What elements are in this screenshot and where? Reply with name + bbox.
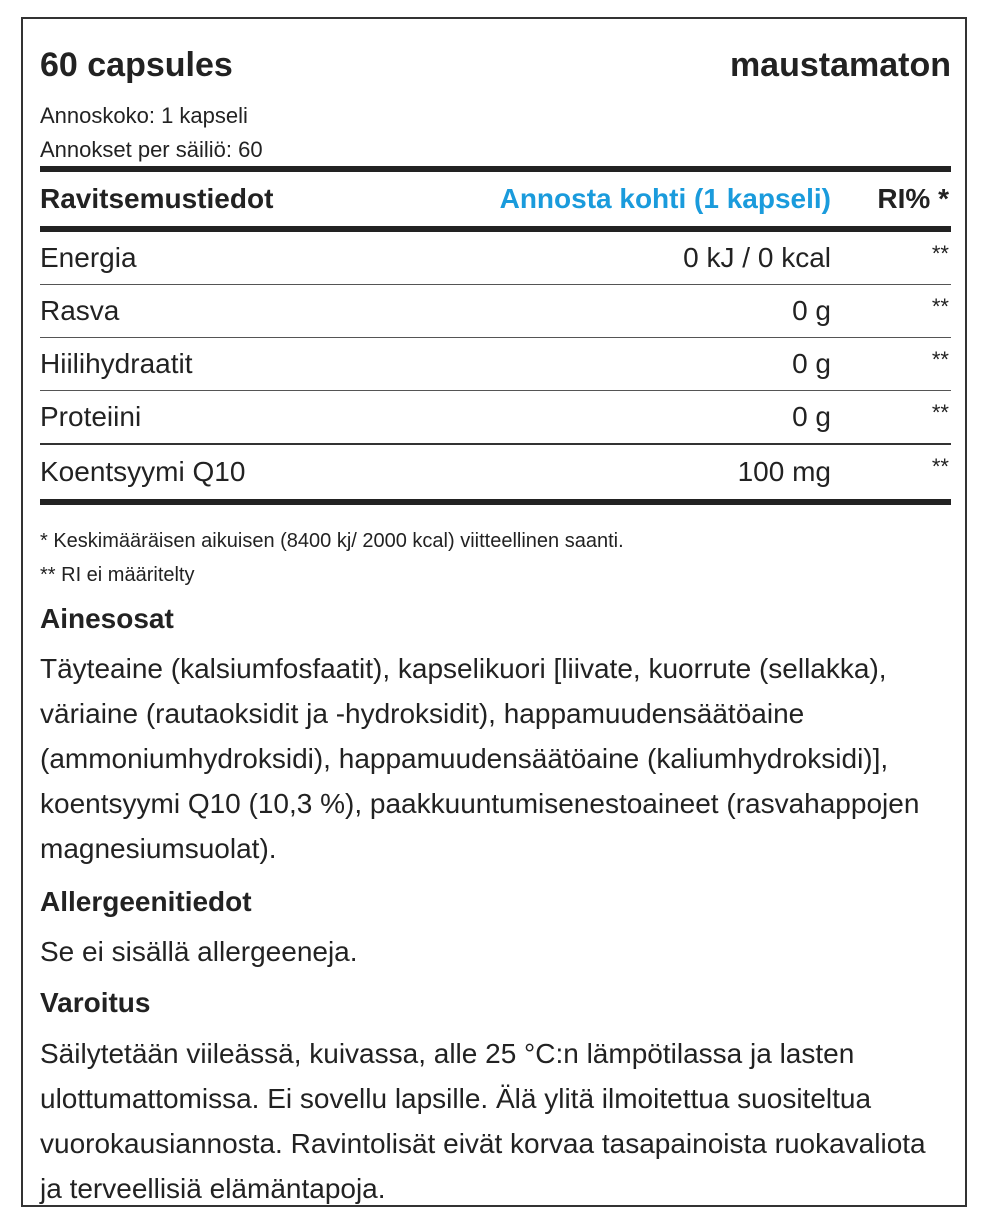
nutrition-table (40, 166, 951, 505)
nutrient-amount: 0 g (792, 295, 831, 326)
ingredients-text: Täyteaine (kalsiumfosfaatit), kapselikuori [liivate, kuorrute (sellakka), väriaine (rautaoksidit ja -hydroksidit), happamuudensäätöaine (ammoniumhydroksidi), happamuudensäätöaine (kaliumhydroksidi)], koentsyymi Q10 (10,3 %), paakkuuntumisenestoaineet (rasvahappojen magnesiumsuolat). (40, 653, 920, 864)
ingredients-title: Ainesosat (40, 603, 174, 634)
nutrient-name: Proteiini (40, 401, 142, 432)
nutrient-amount: 0 kJ / 0 kcal (683, 242, 831, 273)
nutrient-name: Koentsyymi Q10 (40, 456, 246, 487)
table-row-proteiini (40, 391, 951, 443)
column-header-nutrients: Ravitsemustiedot (40, 183, 274, 214)
nutrient-amount: 0 g (792, 348, 831, 379)
flavor-label: maustamaton (729, 46, 951, 84)
warning-text: Säilytetään viileässä, kuivassa, alle 25 °C:n lämpötilassa ja lasten ulottumattomissa. Ei sovellu lapsille. Älä ylitä ilmoitettua suositeltua vuorokausiannosta. Ravintolisät eivät korvaa tasapainoista ruokavaliota ja terveellisiä elämäntapoja. (40, 1038, 926, 1204)
ri-footnote: * Keskimääräisen aikuisen (8400 kj/ 2000 kcal) viitteellinen saanti. (40, 530, 624, 552)
panel-content (40, 19, 951, 1204)
table-row-energia (40, 232, 951, 284)
nutrient-amount: 0 g (792, 401, 831, 432)
serving-size: Annoskoko: 1 kapseli (40, 103, 248, 128)
nutrient-ri: ** (931, 400, 949, 425)
table-row-rasva (40, 285, 951, 337)
table-bottom-rule (40, 499, 951, 505)
undefined-footnote: ** RI ei määritelty (40, 564, 195, 586)
nutrient-name: Hiilihydraatit (40, 348, 193, 379)
allergens-text: Se ei sisällä allergeeneja. (40, 936, 358, 967)
column-header-per-serving: Annosta kohti (1 kapseli) (499, 183, 831, 214)
capsule-count: 60 capsules (40, 46, 233, 84)
nutrient-ri: ** (931, 454, 949, 479)
nutrient-name: Rasva (40, 295, 120, 326)
allergens-title: Allergeenitiedot (40, 886, 252, 917)
column-header-ri: RI% * (877, 183, 949, 214)
footnotes (40, 524, 624, 592)
serving-info (40, 99, 263, 167)
table-row-hiilihydraatit (40, 338, 951, 390)
nutrient-ri: ** (931, 347, 949, 372)
nutrient-ri: ** (931, 241, 949, 266)
nutrient-ri: ** (931, 294, 949, 319)
nutrient-name: Energia (40, 242, 137, 273)
servings-per-container: Annokset per säiliö: 60 (40, 137, 263, 162)
table-row-koentsyymi-q10 (40, 445, 951, 499)
nutrition-panel (21, 17, 967, 1207)
warning-title: Varoitus (40, 987, 151, 1018)
nutrient-amount: 100 mg (737, 456, 831, 487)
table-header-row (40, 172, 951, 226)
